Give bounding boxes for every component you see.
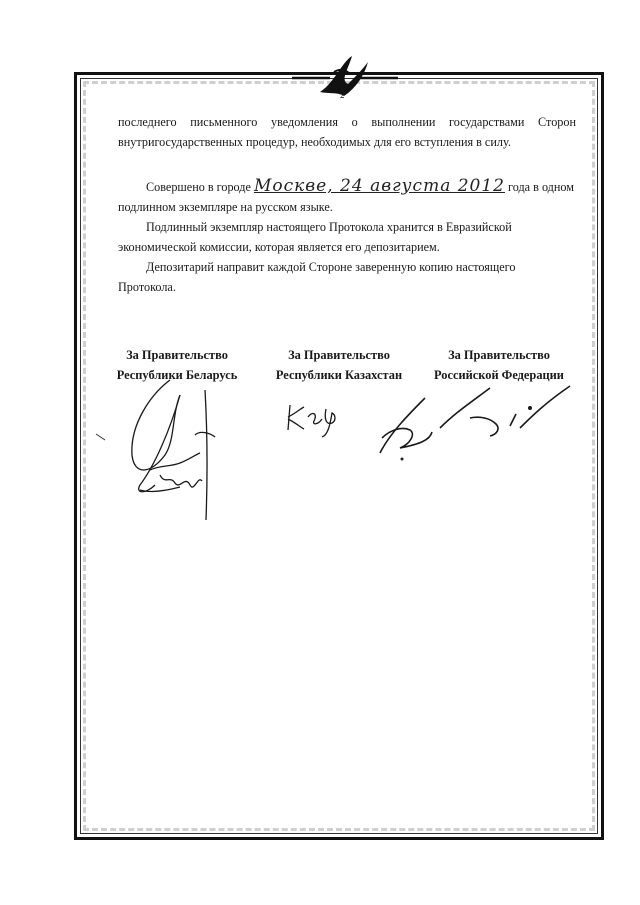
handwritten-place-date: Москве, 24 августа 2012 — [253, 176, 505, 196]
signatory-line: За Правительство — [126, 348, 228, 362]
text-line: экономической комиссии, которая является его депозитарием. — [118, 240, 440, 254]
text-line: внутригосударственных процедур, необходимых для его вступления в силу. — [118, 135, 511, 149]
signatory-line: Российской Федерации — [434, 368, 564, 382]
signature-belarus — [110, 375, 240, 525]
text-line: последнего письменного уведомления о выполнении государствами Сторон — [118, 115, 576, 129]
text-line: подлинном экземпляре на русском языке. — [118, 200, 333, 214]
done-suffix: года в одном — [508, 180, 574, 194]
continuation-paragraph — [118, 112, 576, 152]
signatory-line: За Правительство — [448, 348, 550, 362]
stray-mark — [95, 432, 107, 442]
text-line: Протокола. — [118, 280, 176, 294]
done-prefix: Совершено в городе — [146, 180, 251, 194]
text-line: Депозитарий направит каждой Стороне заверенную копию настоящего — [146, 260, 516, 274]
text-line — [118, 176, 576, 197]
signatory-line: Республики Казахстан — [275, 368, 403, 382]
initials-mark — [290, 52, 400, 102]
page-number: 2 — [340, 90, 345, 100]
stray-dot — [398, 455, 406, 463]
signatory-line: За Правительство — [288, 348, 390, 362]
signature-kazakhstan — [282, 395, 352, 440]
signatory-line: Республики Беларусь — [116, 368, 238, 382]
signature-russia — [370, 378, 580, 463]
text-line: Подлинный экземпляр настоящего Протокола хранится в Евразийской — [146, 220, 512, 234]
done-in-paragraph — [118, 176, 576, 297]
